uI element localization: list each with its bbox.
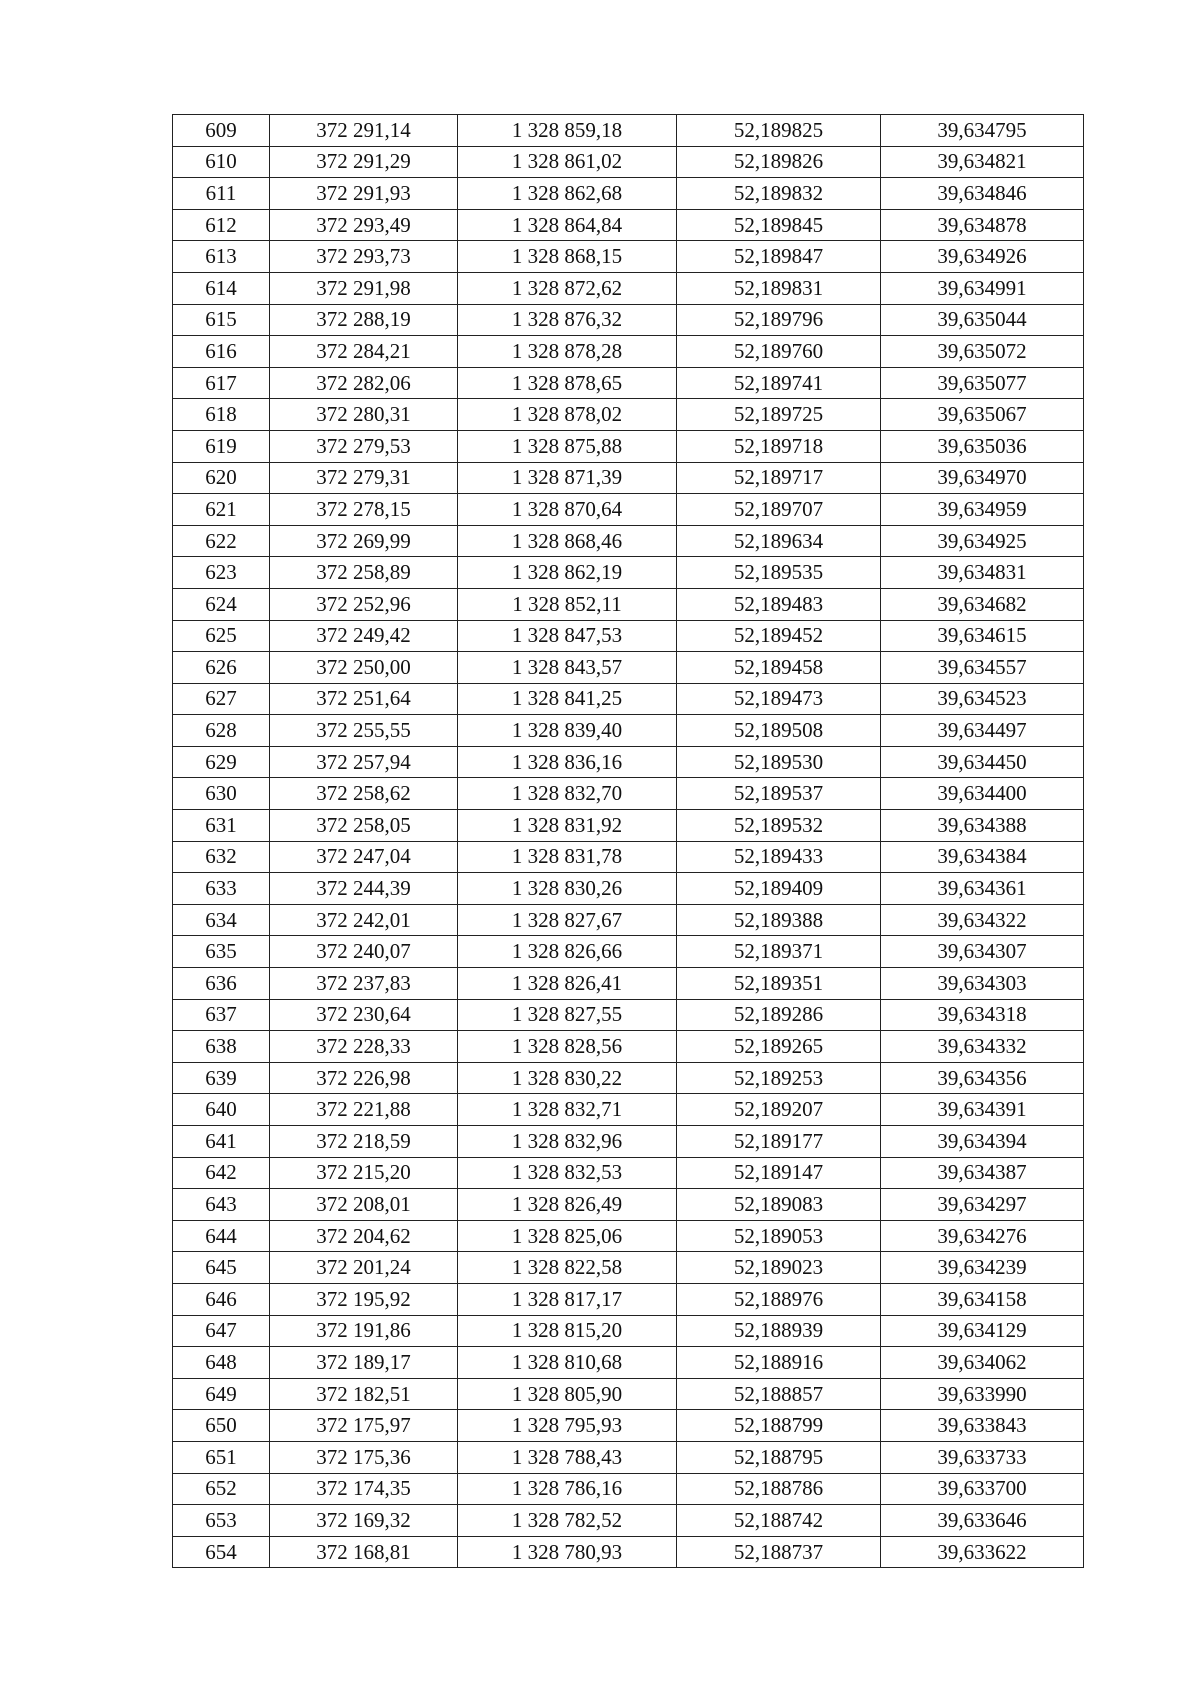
y-coordinate-cell: 1 328 878,02: [458, 399, 677, 431]
x-coordinate-cell: 372 226,98: [270, 1062, 458, 1094]
latitude-cell: 52,188857: [677, 1378, 881, 1410]
x-coordinate-cell: 372 291,14: [270, 115, 458, 147]
point-number-cell: 630: [173, 778, 270, 810]
table-row: [173, 936, 1084, 968]
point-number-cell: 650: [173, 1410, 270, 1442]
latitude-cell: 52,189796: [677, 304, 881, 336]
latitude-cell: 52,189718: [677, 430, 881, 462]
x-coordinate-cell: 372 189,17: [270, 1347, 458, 1379]
y-coordinate-cell: 1 328 830,26: [458, 873, 677, 905]
longitude-cell: 39,634970: [881, 462, 1084, 494]
table-row: [173, 462, 1084, 494]
latitude-cell: 52,189535: [677, 557, 881, 589]
longitude-cell: 39,633990: [881, 1378, 1084, 1410]
point-number-cell: 645: [173, 1252, 270, 1284]
table-row: [173, 968, 1084, 1000]
point-number-cell: 616: [173, 336, 270, 368]
point-number-cell: 648: [173, 1347, 270, 1379]
table-row: [173, 1410, 1084, 1442]
latitude-cell: 52,189207: [677, 1094, 881, 1126]
point-number-cell: 611: [173, 178, 270, 210]
y-coordinate-cell: 1 328 780,93: [458, 1536, 677, 1568]
latitude-cell: 52,188799: [677, 1410, 881, 1442]
table-row: [173, 178, 1084, 210]
longitude-cell: 39,634497: [881, 715, 1084, 747]
latitude-cell: 52,189409: [677, 873, 881, 905]
longitude-cell: 39,633700: [881, 1473, 1084, 1505]
longitude-cell: 39,634307: [881, 936, 1084, 968]
longitude-cell: 39,634394: [881, 1126, 1084, 1158]
longitude-cell: 39,634400: [881, 778, 1084, 810]
point-number-cell: 641: [173, 1126, 270, 1158]
y-coordinate-cell: 1 328 878,28: [458, 336, 677, 368]
x-coordinate-cell: 372 293,73: [270, 241, 458, 273]
x-coordinate-cell: 372 279,31: [270, 462, 458, 494]
latitude-cell: 52,189351: [677, 968, 881, 1000]
latitude-cell: 52,189286: [677, 999, 881, 1031]
latitude-cell: 52,189458: [677, 652, 881, 684]
latitude-cell: 52,189725: [677, 399, 881, 431]
x-coordinate-cell: 372 237,83: [270, 968, 458, 1000]
point-number-cell: 624: [173, 588, 270, 620]
coordinates-table-body: [173, 115, 1084, 1568]
y-coordinate-cell: 1 328 832,70: [458, 778, 677, 810]
point-number-cell: 618: [173, 399, 270, 431]
table-row: [173, 430, 1084, 462]
latitude-cell: 52,189371: [677, 936, 881, 968]
point-number-cell: 614: [173, 272, 270, 304]
latitude-cell: 52,189831: [677, 272, 881, 304]
x-coordinate-cell: 372 247,04: [270, 841, 458, 873]
longitude-cell: 39,634682: [881, 588, 1084, 620]
longitude-cell: 39,634959: [881, 494, 1084, 526]
y-coordinate-cell: 1 328 831,78: [458, 841, 677, 873]
latitude-cell: 52,189532: [677, 810, 881, 842]
longitude-cell: 39,633843: [881, 1410, 1084, 1442]
table-row: [173, 1157, 1084, 1189]
x-coordinate-cell: 372 291,29: [270, 146, 458, 178]
point-number-cell: 628: [173, 715, 270, 747]
latitude-cell: 52,188976: [677, 1283, 881, 1315]
point-number-cell: 632: [173, 841, 270, 873]
longitude-cell: 39,634158: [881, 1283, 1084, 1315]
longitude-cell: 39,634557: [881, 652, 1084, 684]
x-coordinate-cell: 372 258,05: [270, 810, 458, 842]
table-row: [173, 778, 1084, 810]
x-coordinate-cell: 372 284,21: [270, 336, 458, 368]
point-number-cell: 627: [173, 683, 270, 715]
table-row: [173, 746, 1084, 778]
table-row: [173, 652, 1084, 684]
latitude-cell: 52,188786: [677, 1473, 881, 1505]
point-number-cell: 647: [173, 1315, 270, 1347]
longitude-cell: 39,634303: [881, 968, 1084, 1000]
point-number-cell: 615: [173, 304, 270, 336]
table-row: [173, 1347, 1084, 1379]
y-coordinate-cell: 1 328 875,88: [458, 430, 677, 462]
x-coordinate-cell: 372 278,15: [270, 494, 458, 526]
y-coordinate-cell: 1 328 868,46: [458, 525, 677, 557]
latitude-cell: 52,189717: [677, 462, 881, 494]
y-coordinate-cell: 1 328 830,22: [458, 1062, 677, 1094]
point-number-cell: 634: [173, 904, 270, 936]
y-coordinate-cell: 1 328 876,32: [458, 304, 677, 336]
point-number-cell: 617: [173, 367, 270, 399]
y-coordinate-cell: 1 328 841,25: [458, 683, 677, 715]
x-coordinate-cell: 372 215,20: [270, 1157, 458, 1189]
table-row: [173, 588, 1084, 620]
x-coordinate-cell: 372 174,35: [270, 1473, 458, 1505]
table-row: [173, 810, 1084, 842]
point-number-cell: 619: [173, 430, 270, 462]
point-number-cell: 635: [173, 936, 270, 968]
x-coordinate-cell: 372 257,94: [270, 746, 458, 778]
latitude-cell: 52,189508: [677, 715, 881, 747]
table-row: [173, 1536, 1084, 1568]
y-coordinate-cell: 1 328 827,55: [458, 999, 677, 1031]
y-coordinate-cell: 1 328 810,68: [458, 1347, 677, 1379]
point-number-cell: 620: [173, 462, 270, 494]
table-row: [173, 904, 1084, 936]
y-coordinate-cell: 1 328 859,18: [458, 115, 677, 147]
y-coordinate-cell: 1 328 786,16: [458, 1473, 677, 1505]
latitude-cell: 52,189083: [677, 1189, 881, 1221]
y-coordinate-cell: 1 328 861,02: [458, 146, 677, 178]
y-coordinate-cell: 1 328 831,92: [458, 810, 677, 842]
latitude-cell: 52,189634: [677, 525, 881, 557]
x-coordinate-cell: 372 279,53: [270, 430, 458, 462]
longitude-cell: 39,634831: [881, 557, 1084, 589]
x-coordinate-cell: 372 175,97: [270, 1410, 458, 1442]
x-coordinate-cell: 372 218,59: [270, 1126, 458, 1158]
point-number-cell: 626: [173, 652, 270, 684]
latitude-cell: 52,189741: [677, 367, 881, 399]
longitude-cell: 39,634361: [881, 873, 1084, 905]
table-row: [173, 999, 1084, 1031]
x-coordinate-cell: 372 251,64: [270, 683, 458, 715]
longitude-cell: 39,634356: [881, 1062, 1084, 1094]
latitude-cell: 52,189832: [677, 178, 881, 210]
x-coordinate-cell: 372 175,36: [270, 1441, 458, 1473]
table-row: [173, 620, 1084, 652]
y-coordinate-cell: 1 328 843,57: [458, 652, 677, 684]
latitude-cell: 52,188737: [677, 1536, 881, 1568]
y-coordinate-cell: 1 328 868,15: [458, 241, 677, 273]
y-coordinate-cell: 1 328 852,11: [458, 588, 677, 620]
latitude-cell: 52,189473: [677, 683, 881, 715]
point-number-cell: 631: [173, 810, 270, 842]
longitude-cell: 39,635077: [881, 367, 1084, 399]
y-coordinate-cell: 1 328 878,65: [458, 367, 677, 399]
y-coordinate-cell: 1 328 788,43: [458, 1441, 677, 1473]
longitude-cell: 39,634878: [881, 209, 1084, 241]
y-coordinate-cell: 1 328 826,41: [458, 968, 677, 1000]
x-coordinate-cell: 372 191,86: [270, 1315, 458, 1347]
latitude-cell: 52,188742: [677, 1505, 881, 1537]
point-number-cell: 646: [173, 1283, 270, 1315]
point-number-cell: 623: [173, 557, 270, 589]
longitude-cell: 39,634846: [881, 178, 1084, 210]
longitude-cell: 39,634388: [881, 810, 1084, 842]
longitude-cell: 39,634129: [881, 1315, 1084, 1347]
x-coordinate-cell: 372 240,07: [270, 936, 458, 968]
x-coordinate-cell: 372 291,98: [270, 272, 458, 304]
table-row: [173, 367, 1084, 399]
latitude-cell: 52,189023: [677, 1252, 881, 1284]
table-row: [173, 1094, 1084, 1126]
point-number-cell: 644: [173, 1220, 270, 1252]
table-row: [173, 1252, 1084, 1284]
point-number-cell: 643: [173, 1189, 270, 1221]
x-coordinate-cell: 372 252,96: [270, 588, 458, 620]
y-coordinate-cell: 1 328 795,93: [458, 1410, 677, 1442]
longitude-cell: 39,635067: [881, 399, 1084, 431]
x-coordinate-cell: 372 228,33: [270, 1031, 458, 1063]
coordinates-table: [172, 114, 1084, 1568]
table-row: [173, 272, 1084, 304]
x-coordinate-cell: 372 204,62: [270, 1220, 458, 1252]
point-number-cell: 640: [173, 1094, 270, 1126]
longitude-cell: 39,633733: [881, 1441, 1084, 1473]
table-row: [173, 304, 1084, 336]
x-coordinate-cell: 372 208,01: [270, 1189, 458, 1221]
latitude-cell: 52,189530: [677, 746, 881, 778]
y-coordinate-cell: 1 328 832,96: [458, 1126, 677, 1158]
point-number-cell: 609: [173, 115, 270, 147]
x-coordinate-cell: 372 221,88: [270, 1094, 458, 1126]
table-row: [173, 1031, 1084, 1063]
table-row: [173, 494, 1084, 526]
x-coordinate-cell: 372 258,89: [270, 557, 458, 589]
latitude-cell: 52,189483: [677, 588, 881, 620]
table-row: [173, 683, 1084, 715]
longitude-cell: 39,634332: [881, 1031, 1084, 1063]
longitude-cell: 39,634821: [881, 146, 1084, 178]
x-coordinate-cell: 372 195,92: [270, 1283, 458, 1315]
latitude-cell: 52,189177: [677, 1126, 881, 1158]
table-row: [173, 873, 1084, 905]
table-row: [173, 715, 1084, 747]
point-number-cell: 651: [173, 1441, 270, 1473]
y-coordinate-cell: 1 328 782,52: [458, 1505, 677, 1537]
x-coordinate-cell: 372 230,64: [270, 999, 458, 1031]
y-coordinate-cell: 1 328 832,53: [458, 1157, 677, 1189]
table-row: [173, 1441, 1084, 1473]
latitude-cell: 52,189537: [677, 778, 881, 810]
table-row: [173, 209, 1084, 241]
table-row: [173, 525, 1084, 557]
table-row: [173, 146, 1084, 178]
point-number-cell: 622: [173, 525, 270, 557]
x-coordinate-cell: 372 250,00: [270, 652, 458, 684]
longitude-cell: 39,634276: [881, 1220, 1084, 1252]
table-row: [173, 399, 1084, 431]
y-coordinate-cell: 1 328 817,17: [458, 1283, 677, 1315]
x-coordinate-cell: 372 182,51: [270, 1378, 458, 1410]
point-number-cell: 637: [173, 999, 270, 1031]
y-coordinate-cell: 1 328 826,49: [458, 1189, 677, 1221]
latitude-cell: 52,189825: [677, 115, 881, 147]
longitude-cell: 39,634925: [881, 525, 1084, 557]
longitude-cell: 39,634991: [881, 272, 1084, 304]
x-coordinate-cell: 372 201,24: [270, 1252, 458, 1284]
longitude-cell: 39,634391: [881, 1094, 1084, 1126]
x-coordinate-cell: 372 293,49: [270, 209, 458, 241]
longitude-cell: 39,635072: [881, 336, 1084, 368]
point-number-cell: 629: [173, 746, 270, 778]
y-coordinate-cell: 1 328 870,64: [458, 494, 677, 526]
point-number-cell: 639: [173, 1062, 270, 1094]
latitude-cell: 52,189760: [677, 336, 881, 368]
x-coordinate-cell: 372 280,31: [270, 399, 458, 431]
point-number-cell: 636: [173, 968, 270, 1000]
y-coordinate-cell: 1 328 832,71: [458, 1094, 677, 1126]
latitude-cell: 52,189147: [677, 1157, 881, 1189]
y-coordinate-cell: 1 328 826,66: [458, 936, 677, 968]
latitude-cell: 52,188939: [677, 1315, 881, 1347]
table-row: [173, 1062, 1084, 1094]
latitude-cell: 52,189845: [677, 209, 881, 241]
y-coordinate-cell: 1 328 847,53: [458, 620, 677, 652]
longitude-cell: 39,634239: [881, 1252, 1084, 1284]
x-coordinate-cell: 372 288,19: [270, 304, 458, 336]
point-number-cell: 649: [173, 1378, 270, 1410]
point-number-cell: 613: [173, 241, 270, 273]
longitude-cell: 39,634062: [881, 1347, 1084, 1379]
y-coordinate-cell: 1 328 825,06: [458, 1220, 677, 1252]
y-coordinate-cell: 1 328 836,16: [458, 746, 677, 778]
x-coordinate-cell: 372 242,01: [270, 904, 458, 936]
point-number-cell: 610: [173, 146, 270, 178]
table-row: [173, 1126, 1084, 1158]
point-number-cell: 612: [173, 209, 270, 241]
x-coordinate-cell: 372 255,55: [270, 715, 458, 747]
longitude-cell: 39,634387: [881, 1157, 1084, 1189]
point-number-cell: 642: [173, 1157, 270, 1189]
longitude-cell: 39,634795: [881, 115, 1084, 147]
latitude-cell: 52,189452: [677, 620, 881, 652]
latitude-cell: 52,188795: [677, 1441, 881, 1473]
table-row: [173, 241, 1084, 273]
point-number-cell: 625: [173, 620, 270, 652]
table-row: [173, 557, 1084, 589]
latitude-cell: 52,189847: [677, 241, 881, 273]
latitude-cell: 52,189433: [677, 841, 881, 873]
point-number-cell: 652: [173, 1473, 270, 1505]
latitude-cell: 52,189707: [677, 494, 881, 526]
x-coordinate-cell: 372 291,93: [270, 178, 458, 210]
x-coordinate-cell: 372 269,99: [270, 525, 458, 557]
x-coordinate-cell: 372 168,81: [270, 1536, 458, 1568]
longitude-cell: 39,634523: [881, 683, 1084, 715]
latitude-cell: 52,189388: [677, 904, 881, 936]
latitude-cell: 52,189253: [677, 1062, 881, 1094]
y-coordinate-cell: 1 328 864,84: [458, 209, 677, 241]
x-coordinate-cell: 372 244,39: [270, 873, 458, 905]
latitude-cell: 52,189053: [677, 1220, 881, 1252]
y-coordinate-cell: 1 328 805,90: [458, 1378, 677, 1410]
x-coordinate-cell: 372 169,32: [270, 1505, 458, 1537]
latitude-cell: 52,189265: [677, 1031, 881, 1063]
table-row: [173, 1378, 1084, 1410]
longitude-cell: 39,634384: [881, 841, 1084, 873]
longitude-cell: 39,635044: [881, 304, 1084, 336]
point-number-cell: 633: [173, 873, 270, 905]
longitude-cell: 39,634318: [881, 999, 1084, 1031]
point-number-cell: 654: [173, 1536, 270, 1568]
y-coordinate-cell: 1 328 871,39: [458, 462, 677, 494]
y-coordinate-cell: 1 328 827,67: [458, 904, 677, 936]
table-row: [173, 115, 1084, 147]
latitude-cell: 52,189826: [677, 146, 881, 178]
longitude-cell: 39,634297: [881, 1189, 1084, 1221]
y-coordinate-cell: 1 328 862,19: [458, 557, 677, 589]
longitude-cell: 39,633646: [881, 1505, 1084, 1537]
y-coordinate-cell: 1 328 872,62: [458, 272, 677, 304]
point-number-cell: 621: [173, 494, 270, 526]
longitude-cell: 39,635036: [881, 430, 1084, 462]
x-coordinate-cell: 372 258,62: [270, 778, 458, 810]
latitude-cell: 52,188916: [677, 1347, 881, 1379]
longitude-cell: 39,634450: [881, 746, 1084, 778]
x-coordinate-cell: 372 282,06: [270, 367, 458, 399]
y-coordinate-cell: 1 328 828,56: [458, 1031, 677, 1063]
table-row: [173, 1283, 1084, 1315]
table-row: [173, 841, 1084, 873]
table-row: [173, 1189, 1084, 1221]
table-row: [173, 1505, 1084, 1537]
table-row: [173, 1473, 1084, 1505]
longitude-cell: 39,634322: [881, 904, 1084, 936]
x-coordinate-cell: 372 249,42: [270, 620, 458, 652]
y-coordinate-cell: 1 328 822,58: [458, 1252, 677, 1284]
table-row: [173, 1220, 1084, 1252]
longitude-cell: 39,634926: [881, 241, 1084, 273]
y-coordinate-cell: 1 328 839,40: [458, 715, 677, 747]
y-coordinate-cell: 1 328 815,20: [458, 1315, 677, 1347]
point-number-cell: 653: [173, 1505, 270, 1537]
y-coordinate-cell: 1 328 862,68: [458, 178, 677, 210]
table-row: [173, 1315, 1084, 1347]
longitude-cell: 39,633622: [881, 1536, 1084, 1568]
longitude-cell: 39,634615: [881, 620, 1084, 652]
table-row: [173, 336, 1084, 368]
point-number-cell: 638: [173, 1031, 270, 1063]
